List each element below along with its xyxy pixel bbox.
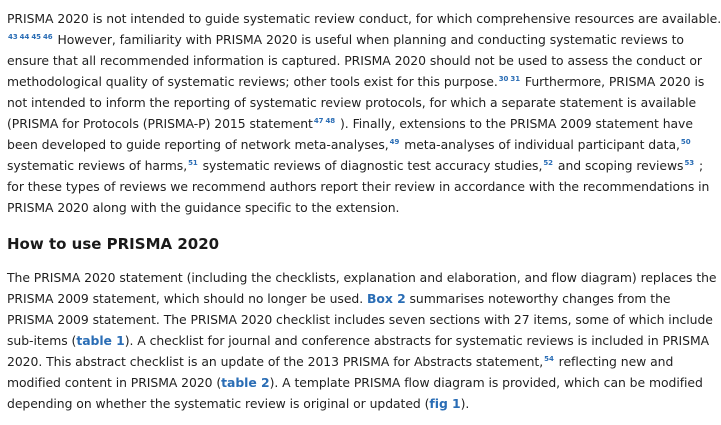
paragraph-scope xyxy=(7,8,721,218)
reference-link[interactable]: 30 xyxy=(498,75,509,83)
reference-link[interactable]: 51 xyxy=(188,159,198,167)
text-line: PRISMA 2009 statement. The PRISMA 2020 checklist includes seven sections with 27 items, some of which include xyxy=(7,312,713,327)
text-line: PRISMA 2020 along with the guidance specific to the extension. xyxy=(7,200,400,215)
text-line: modified content in PRISMA 2020 (table 2). A template PRISMA flow diagram is provided, which can be modified xyxy=(7,375,703,390)
reference-link[interactable]: 31 xyxy=(510,75,521,83)
reference-link[interactable]: 53 xyxy=(684,159,695,167)
text-line: systematic reviews of harms,$^{51}$ systematic reviews of diagnostic test accuracy studies,$^{52}$ and scoping reviews$^{53}$ ; xyxy=(7,158,704,173)
paragraph-usage xyxy=(7,267,717,414)
fig-1-link[interactable]: fig 1 xyxy=(429,396,461,411)
text-line: $^{43}$ $^{44}$ $^{45}$ $^{46}$ However, familiarity with PRISMA 2020 is useful when planning and conducting systematic reviews to xyxy=(8,32,684,47)
text-line: 2020. This abstract checklist is an update of the 2013 PRISMA for Abstracts statement,$^{54}$ reflecting new and xyxy=(7,354,674,369)
text-line: PRISMA 2009 statement, which should no longer be used. Box 2 summarises noteworthy changes from the xyxy=(7,291,671,306)
text-line: for these types of reviews we recommend authors report their review in accordance with the recommendations in xyxy=(7,179,710,194)
text-line: not intended to inform the reporting of systematic review protocols, for which a separate statement is available xyxy=(7,95,697,110)
reference-link[interactable]: 54 xyxy=(544,355,554,363)
reference-link[interactable]: 45 xyxy=(31,33,41,41)
text-line: ensure that all recommended information is captured. PRISMA 2020 should not be used to assess the conduct or xyxy=(7,53,702,68)
text-line: sub-items (table 1). A checklist for journal and conference abstracts for systematic reviews is included in PRISMA xyxy=(7,333,710,348)
section-heading: How to use PRISMA 2020 xyxy=(7,235,220,253)
table-2-link[interactable]: table 2 xyxy=(221,375,270,390)
table-1-link[interactable]: table 1 xyxy=(76,333,125,348)
text-line: been developed to guide reporting of network meta-analyses,$^{49}$ meta-analyses of individual participant data,$^{50}$ xyxy=(7,137,691,152)
reference-link[interactable]: 46 xyxy=(42,33,53,41)
text-line: methodological quality of systematic reviews; other tools exist for this purpose.$^{30}$ $^{31}$ Furthermore, PRISMA 2020 is xyxy=(7,74,705,89)
text-line: PRISMA 2020 is not intended to guide systematic review conduct, for which comprehensive resources are available. xyxy=(7,11,721,26)
reference-link[interactable]: 48 xyxy=(325,117,336,125)
reference-link[interactable]: 47 xyxy=(313,117,324,125)
reference-link[interactable]: 49 xyxy=(389,138,400,146)
reference-link[interactable]: 43 xyxy=(8,33,18,41)
text-line: depending on whether the systematic review is original or updated (fig 1). xyxy=(7,396,470,411)
text-line: The PRISMA 2020 statement (including the checklists, explanation and elaboration, and flow diagram) replaces the xyxy=(7,270,717,285)
box-2-link[interactable]: Box 2 xyxy=(367,291,406,306)
reference-link[interactable]: 44 xyxy=(19,33,30,41)
reference-link[interactable]: 50 xyxy=(680,138,691,146)
reference-link[interactable]: 52 xyxy=(543,159,554,167)
text-line: (PRISMA for Protocols (PRISMA-P) 2015 statement$^{47}$ $^{48}$ ). Finally, extensions to the PRISMA 2009 statement have xyxy=(7,116,693,131)
